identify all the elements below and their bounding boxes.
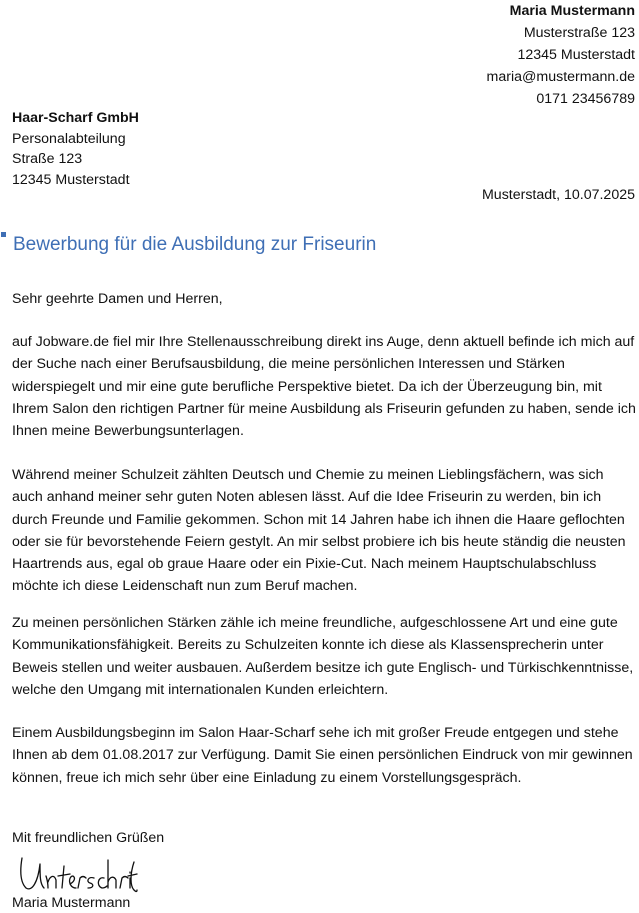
sender-name: Maria Mustermann [509,3,635,19]
body-paragraph-2: Während meiner Schulzeit zählten Deutsch und Chemie zu meinen Lieblingsfächern, was sich auch anhand meiner sehr guten Noten ablesen lässt. Auf die Idee Friseurin zu werden, bin ich durch Freunde und Familie gekommen. Schon mit 14 Jahren habe ich ihnen die Haare geflochten oder sie für bevorstehende Feiern gestylt. An mir selbst probiere ich bis heute ständig die neusten Haartrends aus, egal ob graue Haare oder ein Pixie-Cut. Nach meinem Hauptschulabschluss möchte ich diese Leidenschaft nun zum Beruf machen. [12,467,626,595]
sender-phone: 0171 23456789 [536,91,635,107]
sender-address [487,0,635,110]
body-paragraph-4: Einem Ausbildungsbeginn im Salon Haar-Scharf sehe ich mit großer Freude entgegen und stehe Ihnen ab dem 01.08.2017 zur Verfügung. Damit Sie einen persönlichen Eindruck von mir gewinnen können, freue ich mich sehr über eine Einladung zu einem Vorstellungsgespräch. [12,725,633,786]
recipient-street: Straße 123 [12,151,83,167]
closing: Mit freundlichen Grüßen [12,830,165,846]
body-paragraph-1: auf Jobware.de fiel mir Ihre Stellenausschreibung direkt ins Auge, denn aktuell befinde ich mich auf der Suche nach einer Berufsausbildung, die meine persönlichen Interessen und Stärken widerspiegelt und mir eine gute berufliche Perspektive bietet. Da ich der Überzeugung bin, mit Ihrem Salon den richtigen Partner für meine Ausbildung als Friseurin gefunden zu haben, sende ich Ihnen meine Bewerbungsunterlagen. [12,334,636,440]
recipient-department: Personalabteilung [12,130,126,147]
sender-street: Musterstraße 123 [523,25,635,41]
recipient-city: 12345 Musterstadt [12,171,130,188]
subject-line: Bewerbung für die Ausbildung zur Friseurin [13,234,377,255]
date-line: Musterstadt, 10.07.2025 [481,187,635,203]
signer-name: Maria Mustermann [12,895,131,911]
recipient-address [12,108,139,190]
recipient-company: Haar-Scharf GmbH [12,110,139,126]
body-paragraph-3: Zu meinen persönlichen Stärken zähle ich meine freundliche, aufgeschlossene Art und eine gute Kommunikationsfähigkeit. Bereits zu Schulzeiten konnte ich diese als Klassensprecherin unter Beweis stellen und weiter ausbauen. Außerdem besitze ich gute Englisch- und Türkischkenntnisse, welche den Umgang mit internationalen Kunden erleichtern. [12,615,634,698]
subject-marker [1,232,6,237]
sender-city: 12345 Musterstadt [517,47,635,63]
sender-email: maria@mustermann.de [486,69,635,85]
signature-drawing [18,852,138,896]
salutation: Sehr geehrte Damen und Herren, [12,291,223,307]
